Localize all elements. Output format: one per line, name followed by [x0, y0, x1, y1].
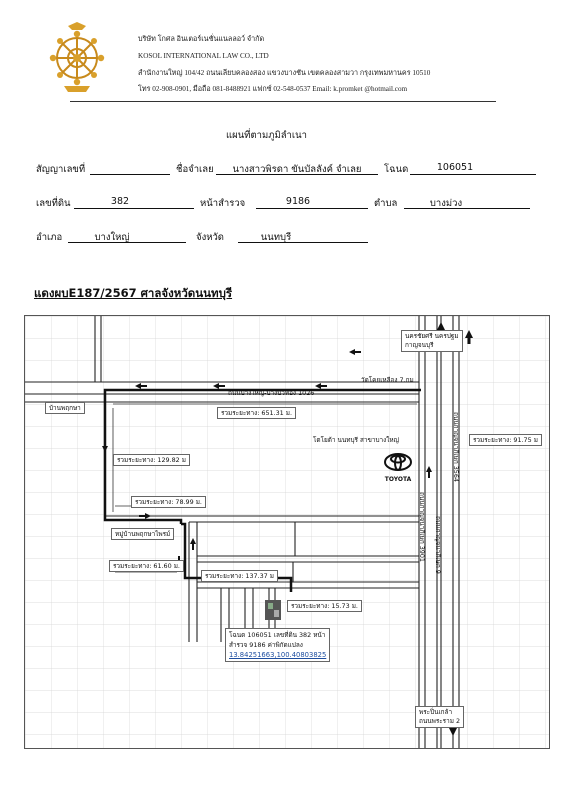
toyota-logo-icon	[381, 452, 415, 482]
land-number-value: 382	[110, 196, 130, 207]
map-label-distance-91: รวมระยะทาง: 91.75 ม	[469, 434, 542, 446]
map-label-village-pruksa: หมู่บ้านพฤกษาไพรม์	[111, 528, 174, 540]
map-label-bottom-destination: พระปิ่นเกล้า ถนนพระราม 2	[415, 706, 464, 728]
subdistrict-value: บางม่วง	[429, 198, 463, 209]
map-label-road-mid: ถนนกาญจนาภิเษก 3901	[418, 492, 426, 562]
target-coordinates-link[interactable]: 13.84251663,100.40803825	[229, 651, 327, 659]
map-label-distance-129: รวมระยะทาง: 129.82 ม	[113, 454, 190, 466]
contract-label: สัญญาเลขที่	[36, 164, 86, 175]
district-value: บางใหญ่	[94, 232, 130, 243]
map-label-top-destination: นครชัยศรี นครปฐม กาญจนบุรี	[401, 330, 463, 352]
map-label-distance-78: รวมระยะทาง: 78.99 ม.	[131, 496, 206, 508]
map-label-village-left: บ้านพฤกษา	[45, 402, 85, 414]
map-label-temple: วัดโคยเหลือง 7.กม	[361, 376, 414, 384]
province-label: จังหวัด	[196, 232, 224, 243]
deed-line	[410, 174, 536, 175]
deed-label: โฉนด	[384, 164, 409, 175]
survey-label: หน้าสำรวจ	[200, 198, 246, 209]
map-label-distance-15: รวมระยะทาง: 15.73 ม.	[287, 600, 362, 612]
map-label-distance-651: รวมระยะทาง: 651.31 ม.	[217, 407, 296, 419]
district-label: อำเภอ	[36, 232, 63, 243]
map-label-road-1026: ถนนบางใหญ่-บางบัวทอง 1026	[228, 389, 315, 397]
map-label-toyota-name: โตโยต้า นนทบุรี สาขาบางใหญ่	[313, 436, 399, 444]
document-title: แผนที่ตามภูมิลำเนา	[226, 130, 307, 141]
location-map	[24, 315, 550, 749]
map-label-road-right: ถนนกาญจนาภิเษก 9	[434, 516, 442, 574]
deed-value: 106051	[436, 162, 474, 173]
company-address: สำนักงานใหญ่ 104/42 ถนนเลียบคลองสอง แขวงบางชัน เขตคลองสามวา กรุงเทพมหานคร 10510	[138, 69, 431, 77]
company-contact: โทร 02-908-0901, มือถือ 081-8488921 แฟกซ์ 02-548-0537 Email: k.promket @hotmail.com	[138, 85, 408, 93]
debtor-label: ชื่อจำเลย	[176, 164, 214, 175]
map-label-target-parcel	[225, 628, 330, 662]
company-name-thai: บริษัท โกศล อินเตอร์เนชั่นแนลลอว์ จำกัด	[138, 35, 265, 43]
map-drawing	[25, 316, 549, 748]
survey-value: 9186	[285, 196, 311, 207]
toyota-logo-text: TOYOTA	[384, 476, 412, 483]
province-value: นนทบุรี	[260, 232, 292, 243]
map-label-distance-137: รวมระยะทาง: 137.37 ม	[201, 570, 278, 582]
contract-line	[90, 174, 170, 175]
target-parcel-line-2: สำรวจ 9186 ค่าพิกัดแปลง	[229, 641, 303, 649]
survey-line	[256, 208, 368, 209]
case-title: แดงผบE187/2567 ศาลจังหวัดนนทบุรี	[34, 286, 233, 300]
header-divider	[70, 101, 496, 102]
debtor-value: นางสาวพิรดา ขันบัลลังค์ จำเลย	[232, 164, 362, 175]
target-parcel-line-1: โฉนด 106051 เลขที่ดิน 382 หน้า	[229, 631, 326, 639]
land-number-line	[74, 208, 194, 209]
land-number-label: เลขที่ดิน	[36, 198, 71, 209]
map-label-distance-61: รวมระยะทาง: 61.60 ม.	[109, 560, 184, 572]
company-name-english: KOSOL INTERNATIONAL LAW CO., LTD	[138, 52, 269, 60]
map-label-road-outer: ถนนกาญจนาภิเษก 3564	[452, 412, 460, 482]
subdistrict-label: ตำบล	[374, 198, 398, 209]
company-logo	[44, 22, 110, 94]
